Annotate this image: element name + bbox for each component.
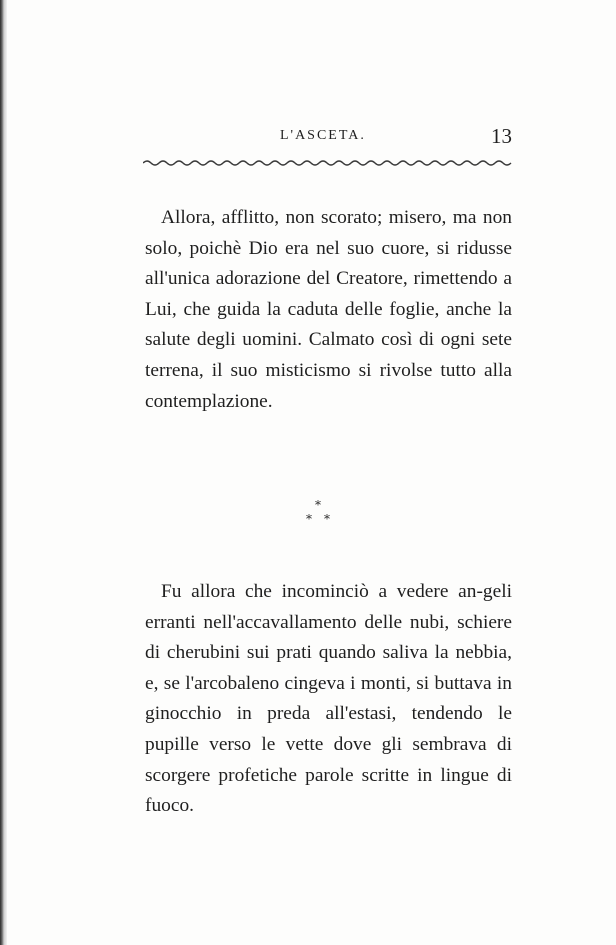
page-binding-edge bbox=[0, 0, 7, 945]
running-header bbox=[145, 124, 512, 158]
svg-text:*: * bbox=[306, 512, 312, 526]
running-title: L'ASCETA. bbox=[280, 128, 366, 143]
page-number: 13 bbox=[491, 124, 512, 148]
svg-text:*: * bbox=[324, 512, 330, 526]
paragraph-contemplation: Allora, afflitto, non scorato; misero, ma non solo, poichè Dio era nel suo cuore, si ridusse all'unica adorazione del Creatore, rimettendo a Lui, che guida la caduta delle foglie, anche la salute degli uomini. Calmato così di ogni sete terrena, il suo misticismo si rivolse tutto alla contemplazione. bbox=[145, 207, 512, 412]
header-ornament-rule bbox=[143, 158, 513, 168]
paragraph-visions: Fu allora che incominciò a vedere an-geli erranti nell'accavallamento delle nubi, schiere di cherubini sui prati quando saliva la nebbia, e, se l'arcobaleno cingeva i monti, si buttava in ginocchio in preda all'estasi, tendendo le pupille verso le vette dove gli sembrava di scorgere profetiche parole scritte in lingue di fuoco. bbox=[145, 581, 512, 817]
section-break-asterism bbox=[300, 497, 336, 527]
svg-text:*: * bbox=[315, 498, 321, 512]
